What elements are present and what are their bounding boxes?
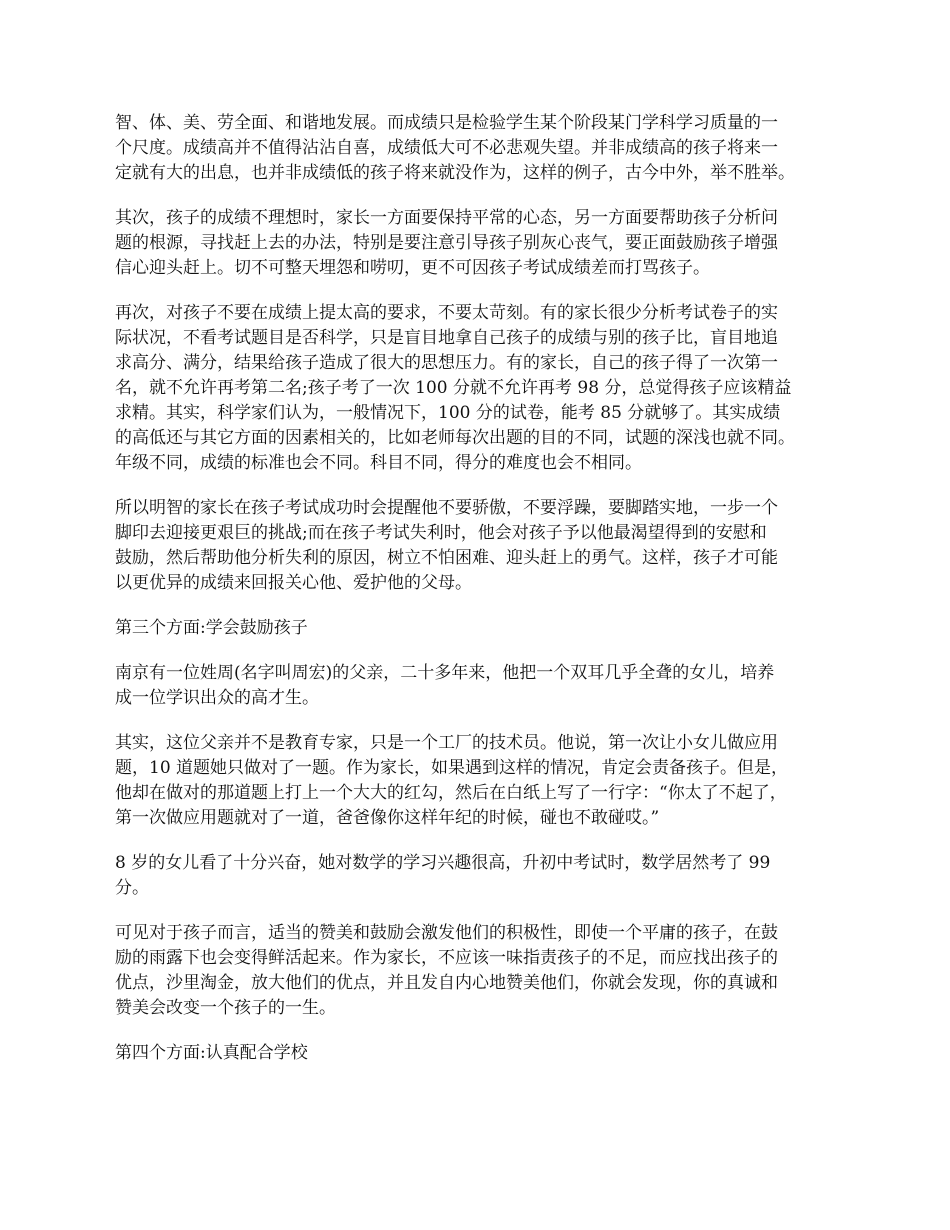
document-page <box>115 111 855 1086</box>
text-line: 其实，这位父亲并不是教育专家，只是一个工厂的技术员。他说，第一次让小女儿做应用 <box>115 733 778 753</box>
text-line: 年级不同，成绩的标准也会不同。科目不同，得分的难度也会不相同。 <box>115 453 642 473</box>
text-line: 他却在做对的那道题上打上一个大大的红勾，然后在白纸上写了一行字：“你太了不起了， <box>115 783 787 803</box>
heading-text: 第四个方面:认真配合学校 <box>115 1043 308 1063</box>
text-line: 题，10 道题她只做对了一题。作为家长，如果遇到这样的情况，肯定会责备孩子。但是， <box>115 758 789 778</box>
paragraph-overall-development <box>115 111 855 186</box>
section-heading-cooperate-school <box>115 1041 855 1066</box>
paragraph-praise-conclusion <box>115 921 855 1021</box>
text-line: 个尺度。成绩高并不值得沾沾自喜，成绩低大可不必悲观失望。并非成绩高的孩子将来一 <box>115 138 778 158</box>
text-line: 南京有一位姓周(名字叫周宏)的父亲，二十多年来，他把一个双耳几乎全聋的女儿，培养 <box>115 663 775 683</box>
paragraph-daughter-result <box>115 851 855 901</box>
paragraph-nanjing-father <box>115 661 855 711</box>
text-line: 的高低还与其它方面的因素相关的，比如老师每次出题的目的不同，试题的深浅也就不同。 <box>115 428 795 448</box>
text-line: 所以明智的家长在孩子考试成功时会提醒他不要骄傲，不要浮躁，要脚踏实地，一步一个 <box>115 498 778 518</box>
text-line: 际状况，不看考试题目是否科学，只是盲目地拿自己孩子的成绩与别的孩子比，盲目地追 <box>115 328 778 348</box>
text-line: 分。 <box>115 878 149 898</box>
text-line: 鼓励，然后帮助他分析失利的原因，树立不怕困难、迎头赶上的勇气。这样，孩子才可能 <box>115 548 778 568</box>
text-line: 智、体、美、劳全面、和谐地发展。而成绩只是检验学生某个阶段某门学科学习质量的一 <box>115 113 778 133</box>
text-line: 赞美会改变一个孩子的一生。 <box>115 998 336 1018</box>
text-line: 定就有大的出息，也并非成绩低的孩子将来就没作为，这样的例子，古今中外，举不胜举。 <box>115 163 795 183</box>
text-line: 优点，沙里淘金，放大他们的优点，并且发自内心地赞美他们，你就会发现，你的真诚和 <box>115 973 778 993</box>
text-line: 求高分、满分，结果给孩子造成了很大的思想压力。有的家长，自己的孩子得了一次第一 <box>115 353 778 373</box>
text-line: 信心迎头赶上。切不可整天埋怨和唠叨，更不可因孩子考试成绩差而打骂孩子。 <box>115 258 710 278</box>
text-line: 脚印去迎接更艰巨的挑战;而在孩子考试失利时，他会对孩子予以他最渴望得到的安慰和 <box>115 523 767 543</box>
text-line: 以更优异的成绩来回报关心他、爱护他的父母。 <box>115 573 472 593</box>
heading-text: 第三个方面:学会鼓励孩子 <box>115 618 308 638</box>
paragraph-second-point <box>115 206 855 281</box>
text-line: 成一位学识出众的高才生。 <box>115 688 319 708</box>
text-line: 第一次做应用题就对了一道，爸爸像你这样年纪的时候，碰也不敢碰哎。” <box>115 808 660 828</box>
text-line: 可见对于孩子而言，适当的赞美和鼓励会激发他们的积极性，即使一个平庸的孩子，在鼓 <box>115 923 778 943</box>
paragraph-third-point <box>115 301 855 476</box>
paragraph-technician-story <box>115 731 855 831</box>
section-heading-encourage <box>115 616 855 641</box>
paragraph-wise-parents <box>115 496 855 596</box>
text-line: 励的雨露下也会变得鲜活起来。作为家长，不应该一味指责孩子的不足，而应找出孩子的 <box>115 948 778 968</box>
text-line: 再次，对孩子不要在成绩上提太高的要求，不要太苛刻。有的家长很少分析考试卷子的实 <box>115 303 778 323</box>
text-line: 求精。其实，科学家们认为，一般情况下，100 分的试卷，能考 85 分就够了。其实成绩 <box>115 403 781 423</box>
text-line: 题的根源，寻找赶上去的办法，特别是要注意引导孩子别灰心丧气，要正面鼓励孩子增强 <box>115 233 778 253</box>
text-line: 8 岁的女儿看了十分兴奋，她对数学的学习兴趣很高，升初中考试时，数学居然考了 99 <box>115 853 771 873</box>
text-line: 名，就不允许再考第二名;孩子考了一次 100 分就不允许再考 98 分，总觉得孩子应该精益 <box>115 378 792 398</box>
text-line: 其次，孩子的成绩不理想时，家长一方面要保持平常的心态，另一方面要帮助孩子分析问 <box>115 208 778 228</box>
